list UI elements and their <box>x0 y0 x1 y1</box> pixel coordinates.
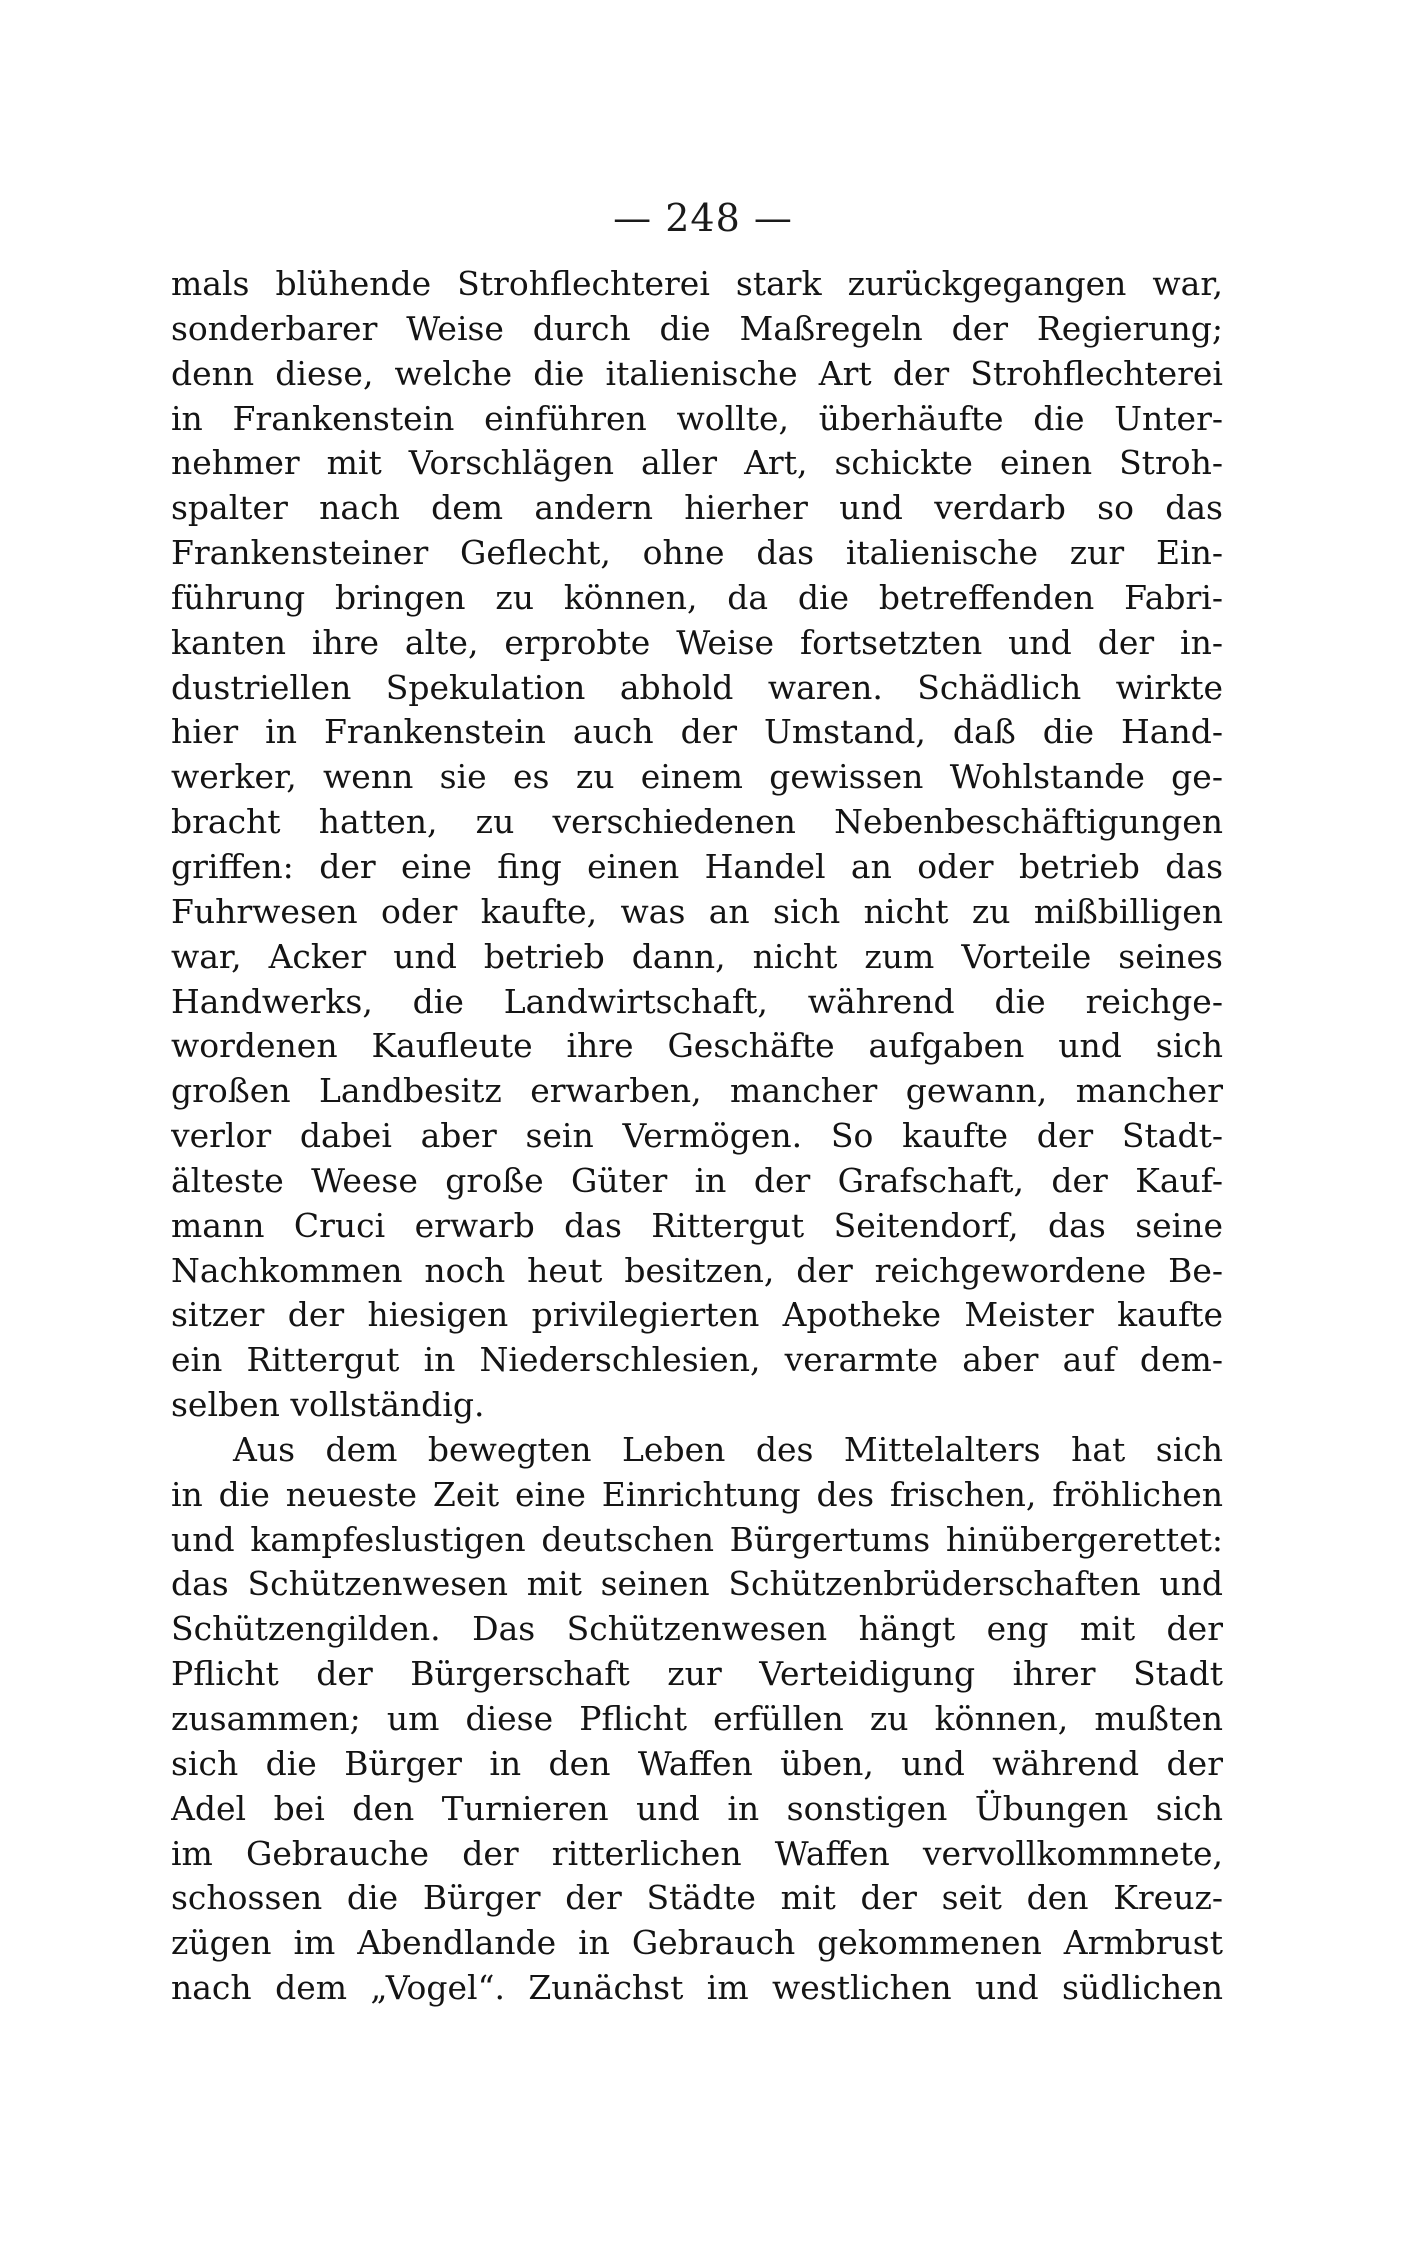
text-line: schossen die Bürger der Städte mit der seit den Kreuz- <box>171 1878 1223 1918</box>
text-line: ein Rittergut in Niederschlesien, verarmte aber auf dem- <box>171 1340 1223 1380</box>
text-line: im Gebrauche der ritterlichen Waffen vervollkommnete, <box>171 1833 1223 1873</box>
text-line: mals blühende Strohflechterei stark zurückgegangen war, <box>171 264 1223 303</box>
text-line: Schützengilden. Das Schützenwesen hängt eng mit der <box>171 1609 1223 1649</box>
body-text <box>171 262 1223 2011</box>
text-line: in Frankenstein einführen wollte, überhäufte die Unter- <box>171 398 1223 438</box>
text-line: spalter nach dem andern hierher und verdarb so das <box>171 488 1223 528</box>
text-line: älteste Weese große Güter in der Grafschaft, der Kauf- <box>171 1160 1223 1200</box>
text-line: verlor dabei aber sein Vermögen. So kaufte der Stadt- <box>171 1116 1223 1156</box>
text-line: denn diese, welche die italienische Art der Strohflechterei <box>171 353 1223 393</box>
text-line: nach dem „Vogel“. Zunächst im westlichen und südlichen <box>171 1968 1223 2008</box>
text-line: bracht hatten, zu verschiedenen Nebenbeschäftigungen <box>171 802 1223 842</box>
text-line: nehmer mit Vorschlägen aller Art, schickte einen Stroh- <box>171 443 1223 483</box>
text-line: sich die Bürger in den Waffen üben, und während der <box>171 1743 1223 1783</box>
text-line: mann Cruci erwarb das Rittergut Seitendorf, das seine <box>171 1205 1223 1245</box>
page-number: — 248 — <box>613 196 793 240</box>
text-line: das Schützenwesen mit seinen Schützenbrüderschaften und <box>171 1564 1223 1604</box>
text-line: in die neueste Zeit eine Einrichtung des frischen, fröhlichen <box>171 1474 1223 1514</box>
text-line: sonderbarer Weise durch die Maßregeln der Regierung; <box>171 308 1223 348</box>
text-line: Adel bei den Turnieren und in sonstigen Übungen sich <box>171 1788 1223 1828</box>
text-line: Nachkommen noch heut besitzen, der reichgewordene Be- <box>171 1250 1223 1290</box>
text-line: hier in Frankenstein auch der Umstand, daß die Hand- <box>171 712 1223 752</box>
text-line: zusammen; um diese Pflicht erfüllen zu können, mußten <box>171 1699 1223 1738</box>
text-line: wordenen Kaufleute ihre Geschäfte aufgaben und sich <box>171 1026 1223 1066</box>
text-line: kanten ihre alte, erprobte Weise fortsetzten und der in- <box>171 622 1223 662</box>
text-line: führung bringen zu können, da die betreffenden Fabri- <box>171 577 1223 617</box>
text-line: Frankensteiner Geflecht, ohne das italienische zur Ein- <box>171 533 1223 573</box>
paragraph-end-line: selben vollständig. <box>171 1385 485 1425</box>
paragraph-start-line: Aus dem bewegten Leben des Mittelalters hat sich <box>233 1429 1223 1469</box>
text-line: griffen: der eine fing einen Handel an oder betrieb das <box>171 846 1223 886</box>
text-line: sitzer der hiesigen privilegierten Apotheke Meister kaufte <box>171 1295 1223 1335</box>
text-line: großen Landbesitz erwarben, mancher gewann, mancher <box>171 1071 1223 1111</box>
text-line: Handwerks, die Landwirtschaft, während die reichge- <box>171 981 1223 1021</box>
text-line: Fuhrwesen oder kaufte, was an sich nicht zu mißbilligen <box>171 891 1223 931</box>
text-line: und kampfeslustigen deutschen Bürgertums hinübergerettet: <box>171 1519 1223 1559</box>
text-line: war, Acker und betrieb dann, nicht zum Vorteile seines <box>171 936 1223 976</box>
text-line: dustriellen Spekulation abhold waren. Schädlich wirkte <box>171 667 1223 707</box>
text-line: werker, wenn sie es zu einem gewissen Wohlstande ge- <box>171 757 1223 797</box>
text-line: zügen im Abendlande in Gebrauch gekommenen Armbrust <box>171 1923 1223 1963</box>
text-line: Pflicht der Bürgerschaft zur Verteidigung ihrer Stadt <box>171 1654 1223 1694</box>
